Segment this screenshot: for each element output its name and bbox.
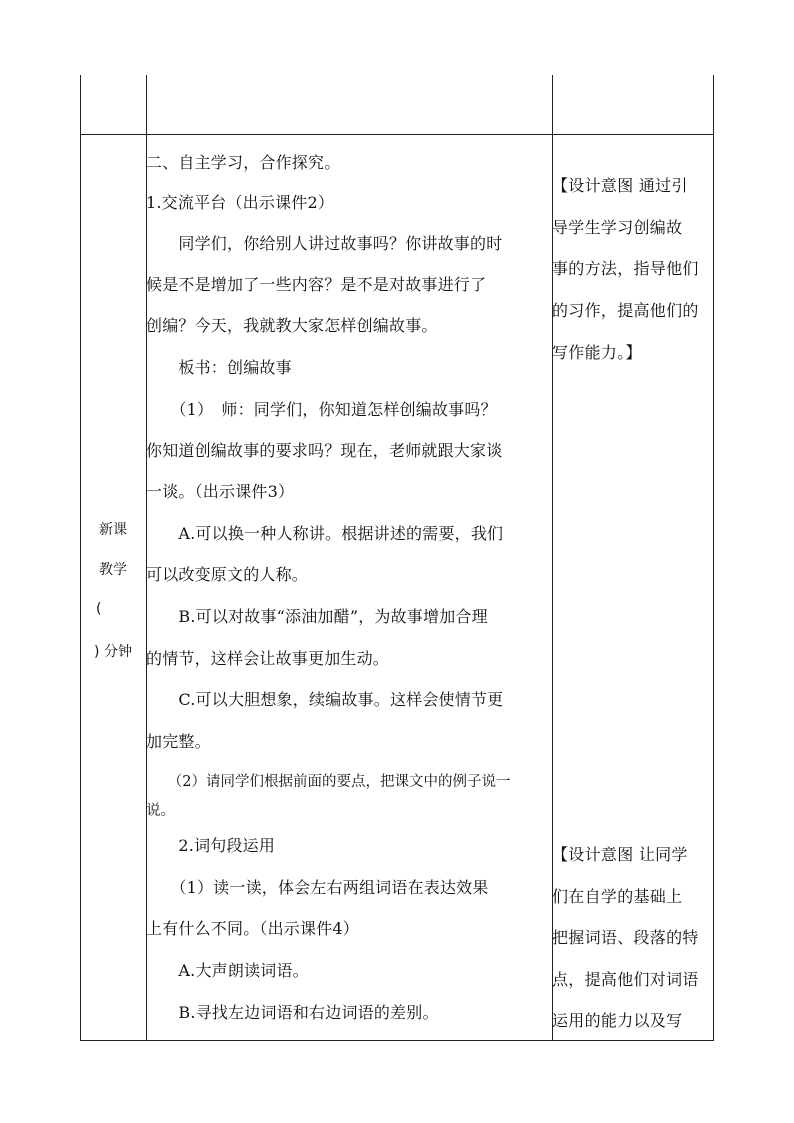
design-intent-line: 导学生学习创编故 xyxy=(552,218,683,237)
content-line: B.可以对故事“添油加醋”，为故事增加合理 xyxy=(146,607,488,626)
content-line: B.寻找左边词语和右边词语的差别。 xyxy=(146,1003,439,1022)
section-label-line-3: ( xyxy=(96,601,102,617)
content-line: C.可以大胆想象，续编故事。这样会使情节更 xyxy=(146,690,504,709)
content-line: （2）请同学们根据前面的要点，把课文中的例子说一 xyxy=(146,774,511,790)
content-line: 2.词句段运用 xyxy=(146,836,276,855)
design-intent-cell xyxy=(552,135,714,1041)
lesson-content-cell xyxy=(146,135,552,1041)
content-line: 上有什么不同。（出示课件4） xyxy=(146,919,359,938)
content-line: 二、自主学习，合作探究。 xyxy=(146,153,341,172)
content-line: 板书：创编故事 xyxy=(146,358,292,377)
design-intent-line: 把握词语、段落的特 xyxy=(552,928,699,947)
content-line: 1.交流平台（出示课件2） xyxy=(146,193,335,212)
content-line: 候是不是增加了一些内容？是不是对故事进行了 xyxy=(146,275,487,294)
design-intent-line: 运用的能力以及写 xyxy=(552,1011,683,1030)
design-intent-line: 们在自学的基础上 xyxy=(552,887,683,906)
content-line: A.大声朗读词语。 xyxy=(146,961,309,980)
content-line: （1）读一读，体会左右两组词语在表达效果 xyxy=(146,878,489,897)
design-intent-line: 【设计意图 通过引 xyxy=(552,176,688,195)
section-label-line-1: 新课 xyxy=(99,522,127,538)
content-line: （1） 师：同学们，你知道怎样创编故事吗？ xyxy=(146,400,497,419)
content-line: A.可以换一种人称讲。根据讲述的需要，我们 xyxy=(146,524,504,543)
section-label-cell xyxy=(80,135,146,1041)
design-intent-line: 写作能力。】 xyxy=(552,343,642,362)
section-label-line-4: ) 分钟 xyxy=(94,644,132,660)
content-line: 说。 xyxy=(146,803,175,819)
design-intent-line: 点，提高他们对词语 xyxy=(552,970,699,989)
design-intent-line: 【设计意图 让同学 xyxy=(552,845,688,864)
section-label-line-2: 教学 xyxy=(99,562,127,578)
content-line: 创编？今天，我就教大家怎样创编故事。 xyxy=(146,316,438,335)
design-intent-line: 的习作，提高他们的 xyxy=(552,301,699,320)
content-line: 的情节，这样会让故事更加生动。 xyxy=(146,649,390,668)
content-line: 同学们，你给别人讲过故事吗？你讲故事的时 xyxy=(146,234,503,253)
content-line: 一谈。（出示课件3） xyxy=(146,482,295,501)
content-line: 加完整。 xyxy=(146,732,211,751)
design-intent-line: 事的方法，指导他们 xyxy=(552,259,699,278)
content-line: 你知道创编故事的要求吗？现在，老师就跟大家谈 xyxy=(146,441,503,460)
content-line: 可以改变原文的人称。 xyxy=(146,565,309,584)
